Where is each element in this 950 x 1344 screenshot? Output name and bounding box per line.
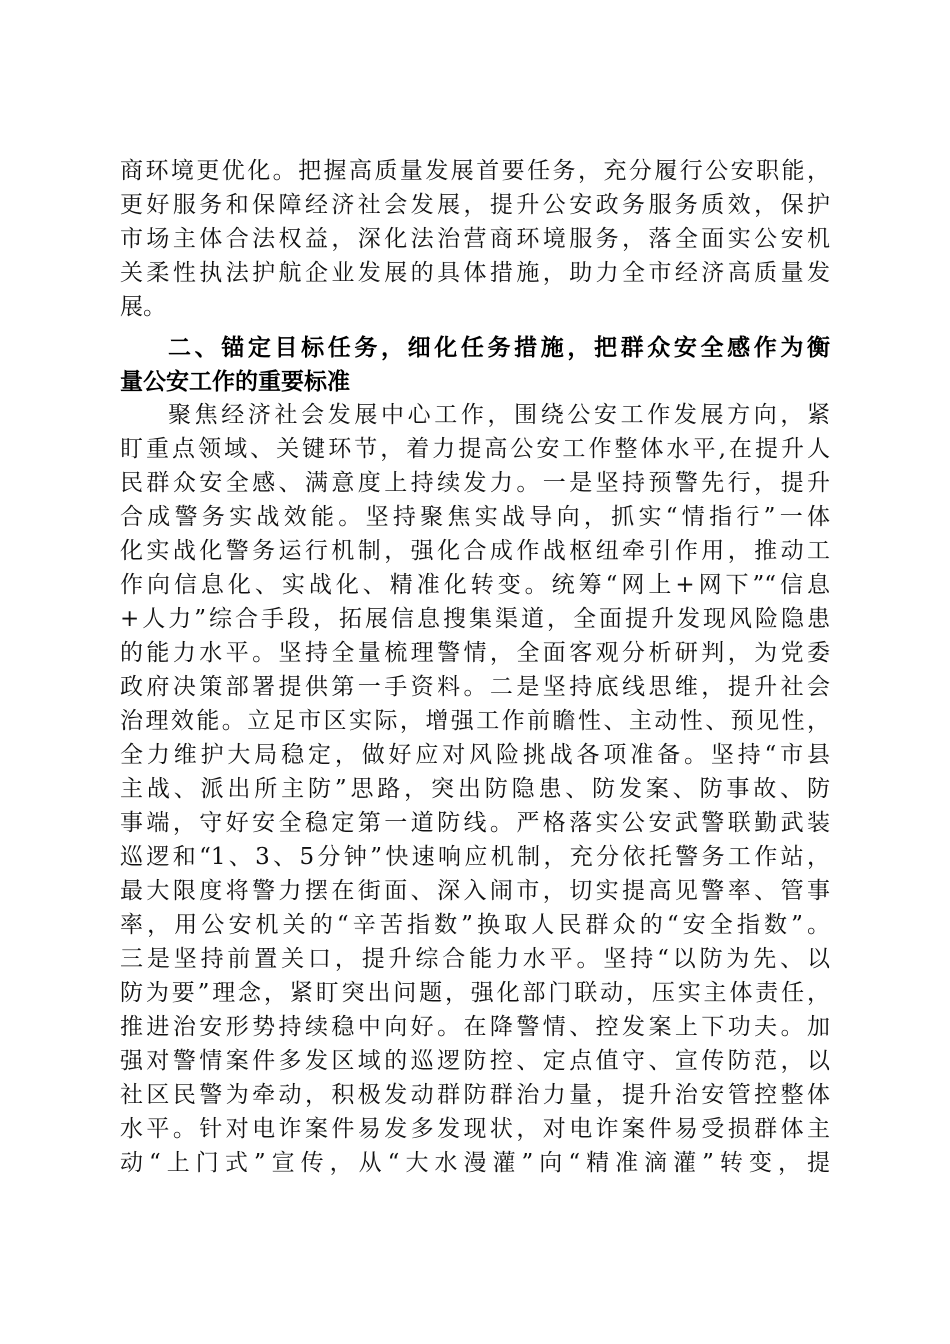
section-heading: 量公安工作的重要标准: [120, 369, 350, 395]
text-line: 市场主体合法权益，深化法治营商环境服务，落全面实公安机: [120, 226, 830, 252]
section-heading: 二、锚定目标任务，细化任务措施，把群众安全感作为衡: [168, 335, 830, 361]
text-line: 的能力水平。坚持全量梳理警情，全面客观分析研判，为党委: [120, 640, 830, 666]
text-line: 治理效能。立足市区实际，增强工作前瞻性、主动性、预见性，: [120, 708, 830, 734]
text-line: 展。: [120, 294, 166, 320]
text-line: 合成警务实战效能。坚持聚焦实战导向，抓实“情指行”一体: [120, 504, 830, 530]
text-line: 盯重点领域、关键环节，着力提高公安工作整体水平,在提升人: [120, 436, 830, 462]
text-line: 事端，守好安全稳定第一道防线。严格落实公安武警联勤武装: [120, 810, 830, 836]
text-line: +人力”综合手段，拓展信息搜集渠道，全面提升发现风险隐患: [120, 606, 830, 632]
text-line: 动“上门式”宣传，从“大水漫灌”向“精准滴灌”转变，提: [120, 1150, 830, 1176]
text-line: 化实战化警务运行机制，强化合成作战枢纽牵引作用，推动工: [120, 538, 830, 564]
text-line: 作向信息化、实战化、精准化转变。统筹“网上+网下”“信息: [120, 572, 830, 598]
text-line: 聚焦经济社会发展中心工作，围绕公安工作发展方向，紧: [168, 402, 830, 428]
text-line: 全力维护大局稳定，做好应对风险挑战各项准备。坚持“市县: [120, 742, 830, 768]
text-line: 巡逻和“1、3、5分钟”快速响应机制，充分依托警务工作站，: [120, 844, 830, 870]
text-line: 主战、派出所主防”思路，突出防隐患、防发案、防事故、防: [120, 776, 830, 802]
text-line: 关柔性执法护航企业发展的具体措施，助力全市经济高质量发: [120, 260, 830, 286]
text-line: 率，用公安机关的“辛苦指数”换取人民群众的“安全指数”。: [120, 912, 830, 938]
text-line: 最大限度将警力摆在街面、深入闹市，切实提高见警率、管事: [120, 878, 830, 904]
text-line: 政府决策部署提供第一手资料。二是坚持底线思维，提升社会: [120, 674, 830, 700]
text-line: 社区民警为牵动，积极发动群防群治力量，提升治安管控整体: [120, 1082, 830, 1108]
text-line: 强对警情案件多发区域的巡逻防控、定点值守、宣传防范，以: [120, 1048, 830, 1074]
text-line: 水平。针对电诈案件易发多发现状，对电诈案件易受损群体主: [120, 1116, 830, 1142]
text-line: 推进治安形势持续稳中向好。在降警情、控发案上下功夫。加: [120, 1014, 830, 1040]
text-line: 更好服务和保障经济社会发展，提升公安政务服务质效，保护: [120, 192, 830, 218]
text-line: 商环境更优化。把握高质量发展首要任务，充分履行公安职能，: [120, 158, 830, 184]
text-line: 民群众安全感、满意度上持续发力。一是坚持预警先行，提升: [120, 470, 830, 496]
text-line: 防为要”理念，紧盯突出问题，强化部门联动，压实主体责任，: [120, 980, 830, 1006]
text-line: 三是坚持前置关口，提升综合能力水平。坚持“以防为先、以: [120, 946, 830, 972]
